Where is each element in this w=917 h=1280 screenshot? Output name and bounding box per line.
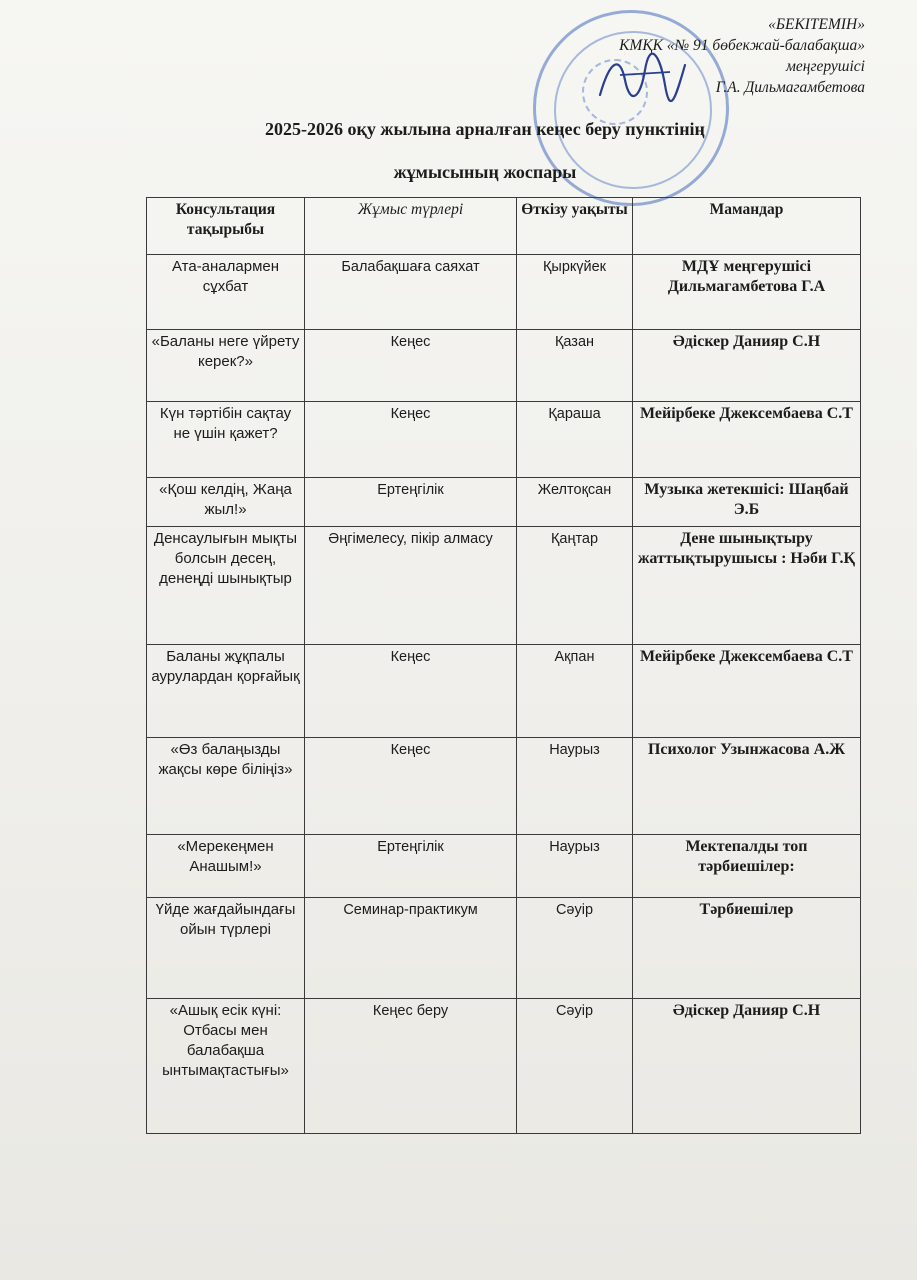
cell-work-type: Кеңес — [305, 645, 517, 738]
cell-specialist: Мейірбеке Джексембаева С.Т — [633, 402, 861, 478]
cell-time: Сәуір — [517, 898, 633, 999]
cell-topic: Ата-аналармен сұхбат — [147, 255, 305, 330]
cell-time: Қараша — [517, 402, 633, 478]
table-row — [147, 835, 861, 898]
cell-specialist: Мектепалды топ тәрбиешілер: — [633, 835, 861, 898]
cell-time: Наурыз — [517, 835, 633, 898]
table-row — [147, 898, 861, 999]
cell-time: Сәуір — [517, 999, 633, 1134]
cell-specialist: Дене шынықтыру жаттықтырушысы : Нәби Г.Қ — [633, 527, 861, 645]
document-title-line-2: жұмысының жоспары — [393, 162, 577, 182]
table-row — [147, 738, 861, 835]
cell-time: Қаңтар — [517, 527, 633, 645]
cell-topic: «Өз балаңызды жақсы көре біліңіз» — [147, 738, 305, 835]
cell-specialist: Әдіскер Данияр С.Н — [633, 999, 861, 1134]
table-row — [147, 999, 861, 1134]
header-time: Өткізу уақыты — [517, 198, 633, 255]
cell-work-type: Кеңес — [305, 330, 517, 402]
cell-work-type: Кеңес — [305, 738, 517, 835]
cell-topic: Күн тәртібін сақтау не үшін қажет? — [147, 402, 305, 478]
cell-topic: «Қош келдің, Жаңа жыл!» — [147, 478, 305, 527]
cell-topic: Баланы жұқпалы аурулардан қорғайық — [147, 645, 305, 738]
cell-specialist: Мейірбеке Джексембаева С.Т — [633, 645, 861, 738]
table-header-row — [147, 198, 861, 255]
approval-line-4: Г.А. Дильмагамбетова — [715, 79, 865, 96]
cell-specialist: Психолог Узынжасова А.Ж — [633, 738, 861, 835]
table-row — [147, 478, 861, 527]
table-row — [147, 330, 861, 402]
cell-work-type: Ертеңгілік — [305, 478, 517, 527]
table-row — [147, 645, 861, 738]
cell-work-type: Әңгімелесу, пікір алмасу — [305, 527, 517, 645]
plan-table — [146, 197, 861, 1134]
approval-line-3: меңгерушісі — [785, 58, 865, 75]
cell-work-type: Семинар-практикум — [305, 898, 517, 999]
table-row — [147, 255, 861, 330]
cell-time: Қыркүйек — [517, 255, 633, 330]
document-title-line-1: 2025-2026 оқу жылына арналған кеңес беру пунктінің — [265, 119, 705, 139]
cell-specialist: МДҰ меңгерушісі Дильмагамбетова Г.А — [633, 255, 861, 330]
header-topic: Консультация тақырыбы — [147, 198, 305, 255]
cell-specialist: Тәрбиешілер — [633, 898, 861, 999]
approval-line-1: «БЕКІТЕМІН» — [768, 16, 865, 33]
cell-time: Наурыз — [517, 738, 633, 835]
cell-time: Қазан — [517, 330, 633, 402]
cell-work-type: Кеңес беру — [305, 999, 517, 1134]
cell-topic: Үйде жағдайындағы ойын түрлері — [147, 898, 305, 999]
cell-time: Желтоқсан — [517, 478, 633, 527]
table-row — [147, 527, 861, 645]
cell-time: Ақпан — [517, 645, 633, 738]
cell-work-type: Балабақшаға саяхат — [305, 255, 517, 330]
cell-specialist: Музыка жетекшісі: Шаңбай Э.Б — [633, 478, 861, 527]
approval-block — [619, 14, 865, 98]
table-row — [147, 402, 861, 478]
cell-work-type: Кеңес — [305, 402, 517, 478]
cell-topic: «Мерекеңмен Анашым!» — [147, 835, 305, 898]
header-specialists: Мамандар — [633, 198, 861, 255]
approval-line-2: КМҚК «№ 91 бөбекжай-балабақша» — [619, 37, 865, 54]
cell-work-type: Ертеңгілік — [305, 835, 517, 898]
cell-topic: «Баланы неге үйрету керек?» — [147, 330, 305, 402]
cell-topic: «Ашық есік күні: Отбасы мен балабақша ынтымақтастығы» — [147, 999, 305, 1134]
header-work-type: Жұмыс түрлері — [305, 198, 517, 255]
cell-specialist: Әдіскер Данияр С.Н — [633, 330, 861, 402]
cell-topic: Денсаулығын мықты болсын десең, денеңді шынықтыр — [147, 527, 305, 645]
